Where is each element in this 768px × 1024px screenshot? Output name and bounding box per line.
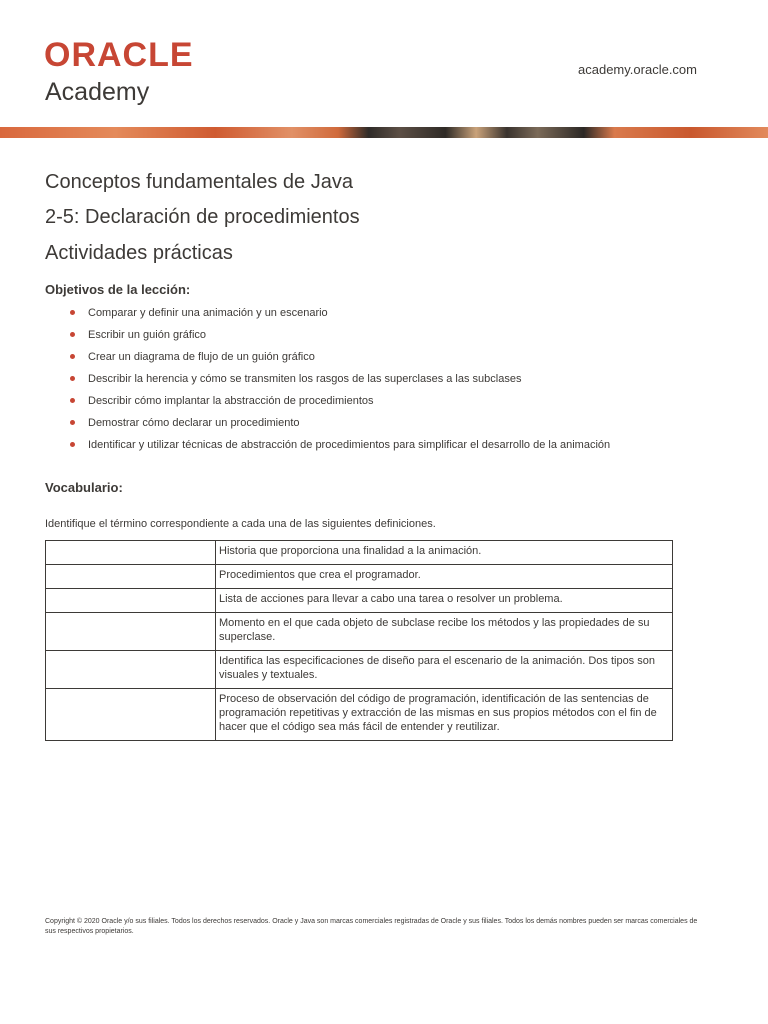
oracle-logo: ORACLE <box>44 36 194 74</box>
academy-logo-text: Academy <box>45 78 150 106</box>
vocabulary-table <box>45 540 673 741</box>
objectives-heading: Objetivos de la lección: <box>45 282 191 297</box>
objective-item <box>70 328 610 350</box>
course-title: Conceptos fundamentales de Java <box>45 171 353 193</box>
bullet-icon <box>70 354 75 359</box>
definition-cell: Identifica las especificaciones de diseño para el escenario de la animación. Dos tipos son visuales y textuales. <box>216 651 673 689</box>
table-row <box>46 651 673 689</box>
lesson-title: 2-5: Declaración de procedimientos <box>45 206 360 228</box>
objective-text: Describir cómo implantar la abstracción de procedimientos <box>88 395 374 407</box>
term-cell[interactable] <box>46 613 216 651</box>
term-cell[interactable] <box>46 565 216 589</box>
objective-item <box>70 350 610 372</box>
objective-item <box>70 372 610 394</box>
definition-cell: Procedimientos que crea el programador. <box>216 565 673 589</box>
table-row <box>46 589 673 613</box>
objective-text: Comparar y definir una animación y un escenario <box>88 307 328 319</box>
table-row <box>46 613 673 651</box>
term-cell[interactable] <box>46 689 216 741</box>
objectives-list <box>70 306 610 460</box>
vocabulary-heading: Vocabulario: <box>45 480 123 495</box>
header-url-link[interactable]: academy.oracle.com <box>578 62 697 77</box>
objective-text: Identificar y utilizar técnicas de abstracción de procedimientos para simplificar el desarrollo de la animación <box>88 439 611 451</box>
term-cell[interactable] <box>46 541 216 565</box>
objective-text: Describir la herencia y cómo se transmiten los rasgos de las superclases a las subclases <box>88 373 522 385</box>
bullet-icon <box>70 442 75 447</box>
vocabulary-instructions: Identifique el término correspondiente a cada una de las siguientes definiciones. <box>45 518 436 530</box>
definition-cell: Proceso de observación del código de programación, identificación de las sentencias de programación repetitivas y extracción de las mismas en sus propios métodos con el fin de hacer que el código sea más fácil de entender y reutilizar. <box>216 689 673 741</box>
objective-text: Crear un diagrama de flujo de un guión gráfico <box>88 351 315 363</box>
table-row <box>46 565 673 589</box>
definition-cell: Lista de acciones para llevar a cabo una tarea o resolver un problema. <box>216 589 673 613</box>
table-row <box>46 689 673 741</box>
objective-item <box>70 416 610 438</box>
bullet-icon <box>70 310 75 315</box>
bullet-icon <box>70 332 75 337</box>
bullet-icon <box>70 420 75 425</box>
activity-title: Actividades prácticas <box>45 242 233 264</box>
objective-item <box>70 306 610 328</box>
bullet-icon <box>70 398 75 403</box>
objective-text: Demostrar cómo declarar un procedimiento <box>88 417 300 429</box>
objective-text: Escribir un guión gráfico <box>88 329 207 341</box>
definition-cell: Historia que proporciona una finalidad a la animación. <box>216 541 673 565</box>
term-cell[interactable] <box>46 651 216 689</box>
header-banner-image <box>0 127 768 138</box>
bullet-icon <box>70 376 75 381</box>
definition-cell: Momento en el que cada objeto de subclase recibe los métodos y las propiedades de su superclase. <box>216 613 673 651</box>
table-row <box>46 541 673 565</box>
objective-item <box>70 394 610 416</box>
copyright-footer: Copyright © 2020 Oracle y/o sus filiales. Todos los derechos reservados. Oracle y Java son marcas comerciales registradas de Oracle y sus filiales. Todos los demás nombres pueden ser marcas comerciales de sus respectivos propietarios. <box>45 918 698 935</box>
term-cell[interactable] <box>46 589 216 613</box>
objective-item <box>70 438 610 460</box>
